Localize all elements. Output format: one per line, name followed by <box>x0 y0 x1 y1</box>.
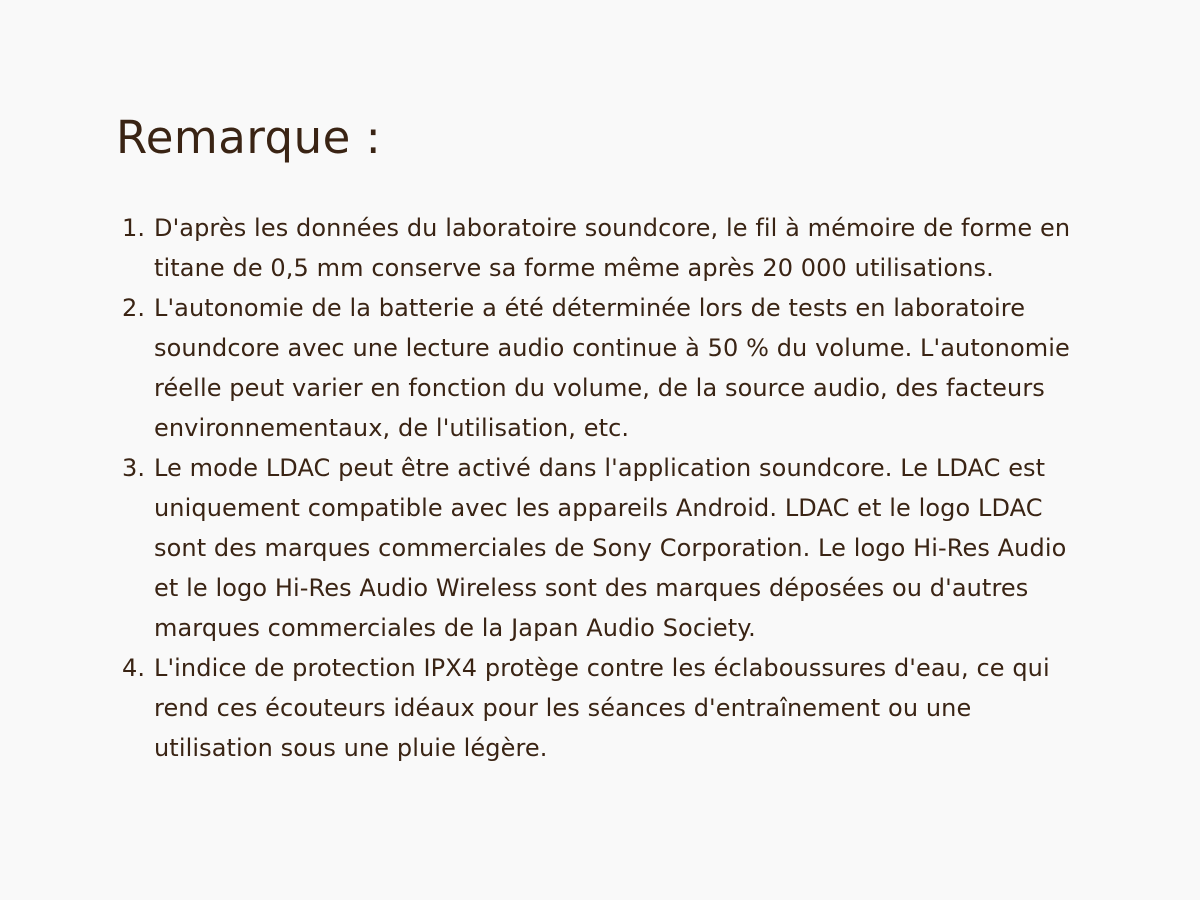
note-text: Le mode LDAC peut être activé dans l'application soundcore. Le LDAC est uniquement compatible avec les appareils Android. LDAC et le logo LDAC sont des marques commerciales de Sony Corporation. Le logo Hi-Res Audio et le logo Hi-Res Audio Wireless sont des marques déposées ou d'autres marques commerciales de la Japan Audio Society. <box>154 454 1067 642</box>
page-title: Remarque : <box>116 111 382 164</box>
note-number: 2. <box>122 294 146 322</box>
note-number: 4. <box>122 654 146 682</box>
note-item-4 <box>116 648 1090 768</box>
note-item-3 <box>116 448 1090 648</box>
note-item-2 <box>116 288 1090 448</box>
note-text: L'indice de protection IPX4 protège contre les éclaboussures d'eau, ce qui rend ces écouteurs idéaux pour les séances d'entraînement ou une utilisation sous une pluie légère. <box>154 654 1050 762</box>
note-number: 1. <box>122 214 146 242</box>
note-text: D'après les données du laboratoire soundcore, le fil à mémoire de forme en titane de 0,5 mm conserve sa forme même après 20 000 utilisations. <box>154 214 1071 282</box>
notes-list <box>116 208 1090 768</box>
note-text: L'autonomie de la batterie a été déterminée lors de tests en laboratoire soundcore avec une lecture audio continue à 50 % du volume. L'autonomie réelle peut varier en fonction du volume, de la source audio, des facteurs environnementaux, de l'utilisation, etc. <box>154 294 1070 442</box>
note-number: 3. <box>122 454 146 482</box>
note-item-1 <box>116 208 1090 288</box>
